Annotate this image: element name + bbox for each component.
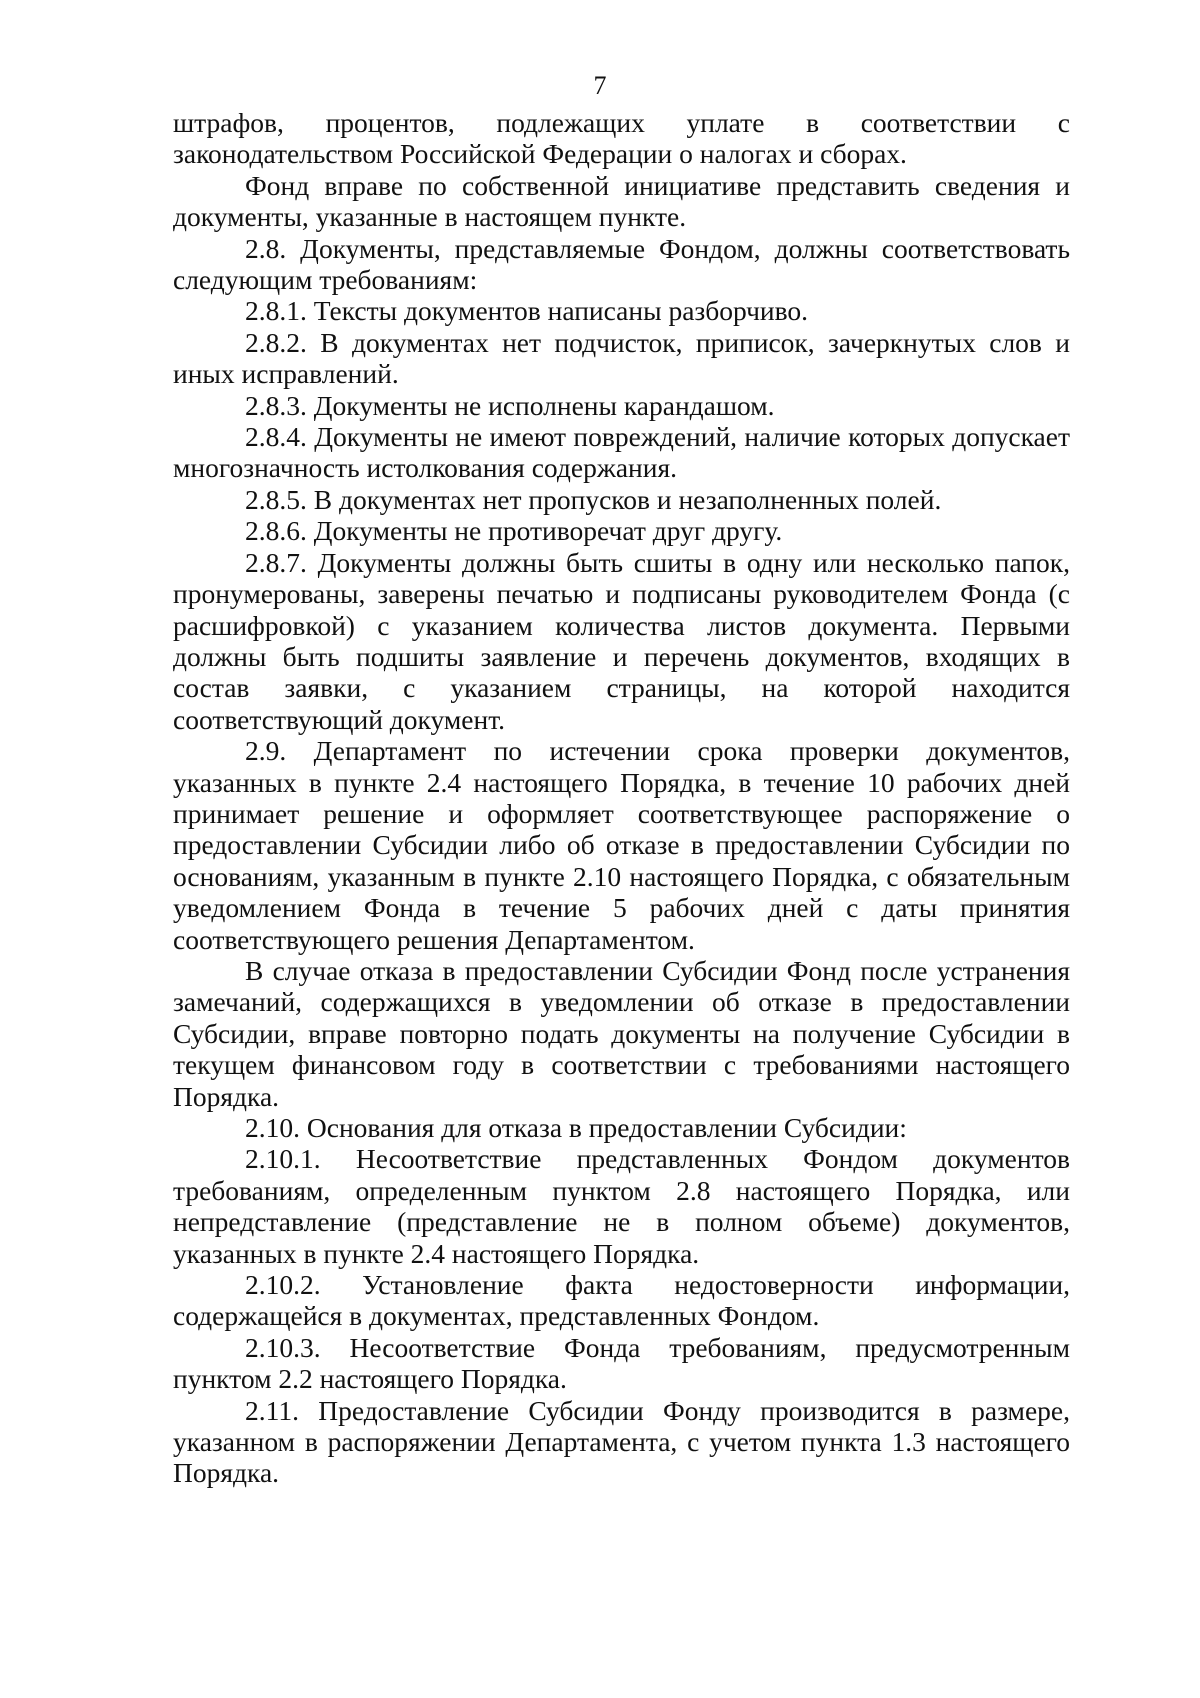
paragraph-2-8: 2.8. Документы, представляемые Фондом, должны соответствовать следующим требованиям: <box>173 232 1070 296</box>
paragraph-2-8-1: 2.8.1. Тексты документов написаны разборчиво. <box>245 295 809 327</box>
paragraph-2-11: 2.11. Предоставление Субсидии Фонду производится в размере, указанном в распоряжении Департамента, с учетом пункта 1.3 настоящего Порядка. <box>173 1394 1070 1489</box>
paragraph-2-10-3: 2.10.3. Несоответствие Фонда требованиям, предусмотренным пунктом 2.2 настоящего Порядка. <box>173 1331 1070 1395</box>
paragraph-2-10-1: 2.10.1. Несоответствие представленных Фондом документов требованиям, определенным пунктом 2.8 настоящего Порядка, или непредставление (представление не в полном объеме) документов, указанных в пункте 2.4 настоящего Порядка. <box>173 1143 1070 1269</box>
paragraph-2-10-2: 2.10.2. Установление факта недостоверности информации, содержащейся в документах, представленных Фондом. <box>173 1269 1070 1332</box>
document-body <box>173 107 1070 1489</box>
paragraph-2-8-6: 2.8.6. Документы не противоречат друг другу. <box>245 515 783 547</box>
paragraph-2-8-4: 2.8.4. Документы не имеют повреждений, наличие которых допускает многозначность истолкования содержания. <box>173 421 1070 484</box>
paragraph-2-8-3: 2.8.3. Документы не исполнены карандашом. <box>245 389 775 421</box>
page-number: 7 <box>593 71 607 100</box>
paragraph-2-9: 2.9. Департамент по истечении срока проверки документов, указанных в пункте 2.4 настоящего Порядка, в течение 10 рабочих дней принимает решение и оформляет соответствующее распоряжение о предоставлении Субсидии либо об отказе в предоставлении Субсидии по основаниям, указанным в пункте 2.10 настоящего Порядка, с обязательным уведомлением Фонда в течение 5 рабочих дней с даты принятия соответствующего решения Департаментом. <box>173 735 1070 955</box>
paragraph-fund-right: Фонд вправе по собственной инициативе представить сведения и документы, указанные в настоящем пункте. <box>173 169 1070 233</box>
paragraph-2-8-7: 2.8.7. Документы должны быть сшиты в одну или несколько папок, пронумерованы, заверены печатью и подписаны руководителем Фонда (с расшифровкой) с указанием количества листов документа. Первыми должны быть подшиты заявление и перечень документов, входящих в состав заявки, с указанием страницы, на которой находится соответствующий документ. <box>173 546 1070 735</box>
paragraph-2-8-2: 2.8.2. В документах нет подчисток, приписок, зачеркнутых слов и иных исправлений. <box>173 326 1070 390</box>
paragraph-2-10: 2.10. Основания для отказа в предоставлении Субсидии: <box>245 1112 907 1143</box>
paragraph-refusal-case: В случае отказа в предоставлении Субсидии Фонд после устранения замечаний, содержащихся в уведомлении об отказе в предоставлении Субсидии, вправе повторно подать документы на получение Субсидии в текущем финансовом году в соответствии с требованиями настоящего Порядка. <box>173 954 1070 1112</box>
paragraph-continuation: штрафов, процентов, подлежащих уплате в соответствии с законодательством Российской Федерации о налогах и сборах. <box>173 107 1070 170</box>
paragraph-2-8-5: 2.8.5. В документах нет пропусков и незаполненных полей. <box>245 483 942 515</box>
